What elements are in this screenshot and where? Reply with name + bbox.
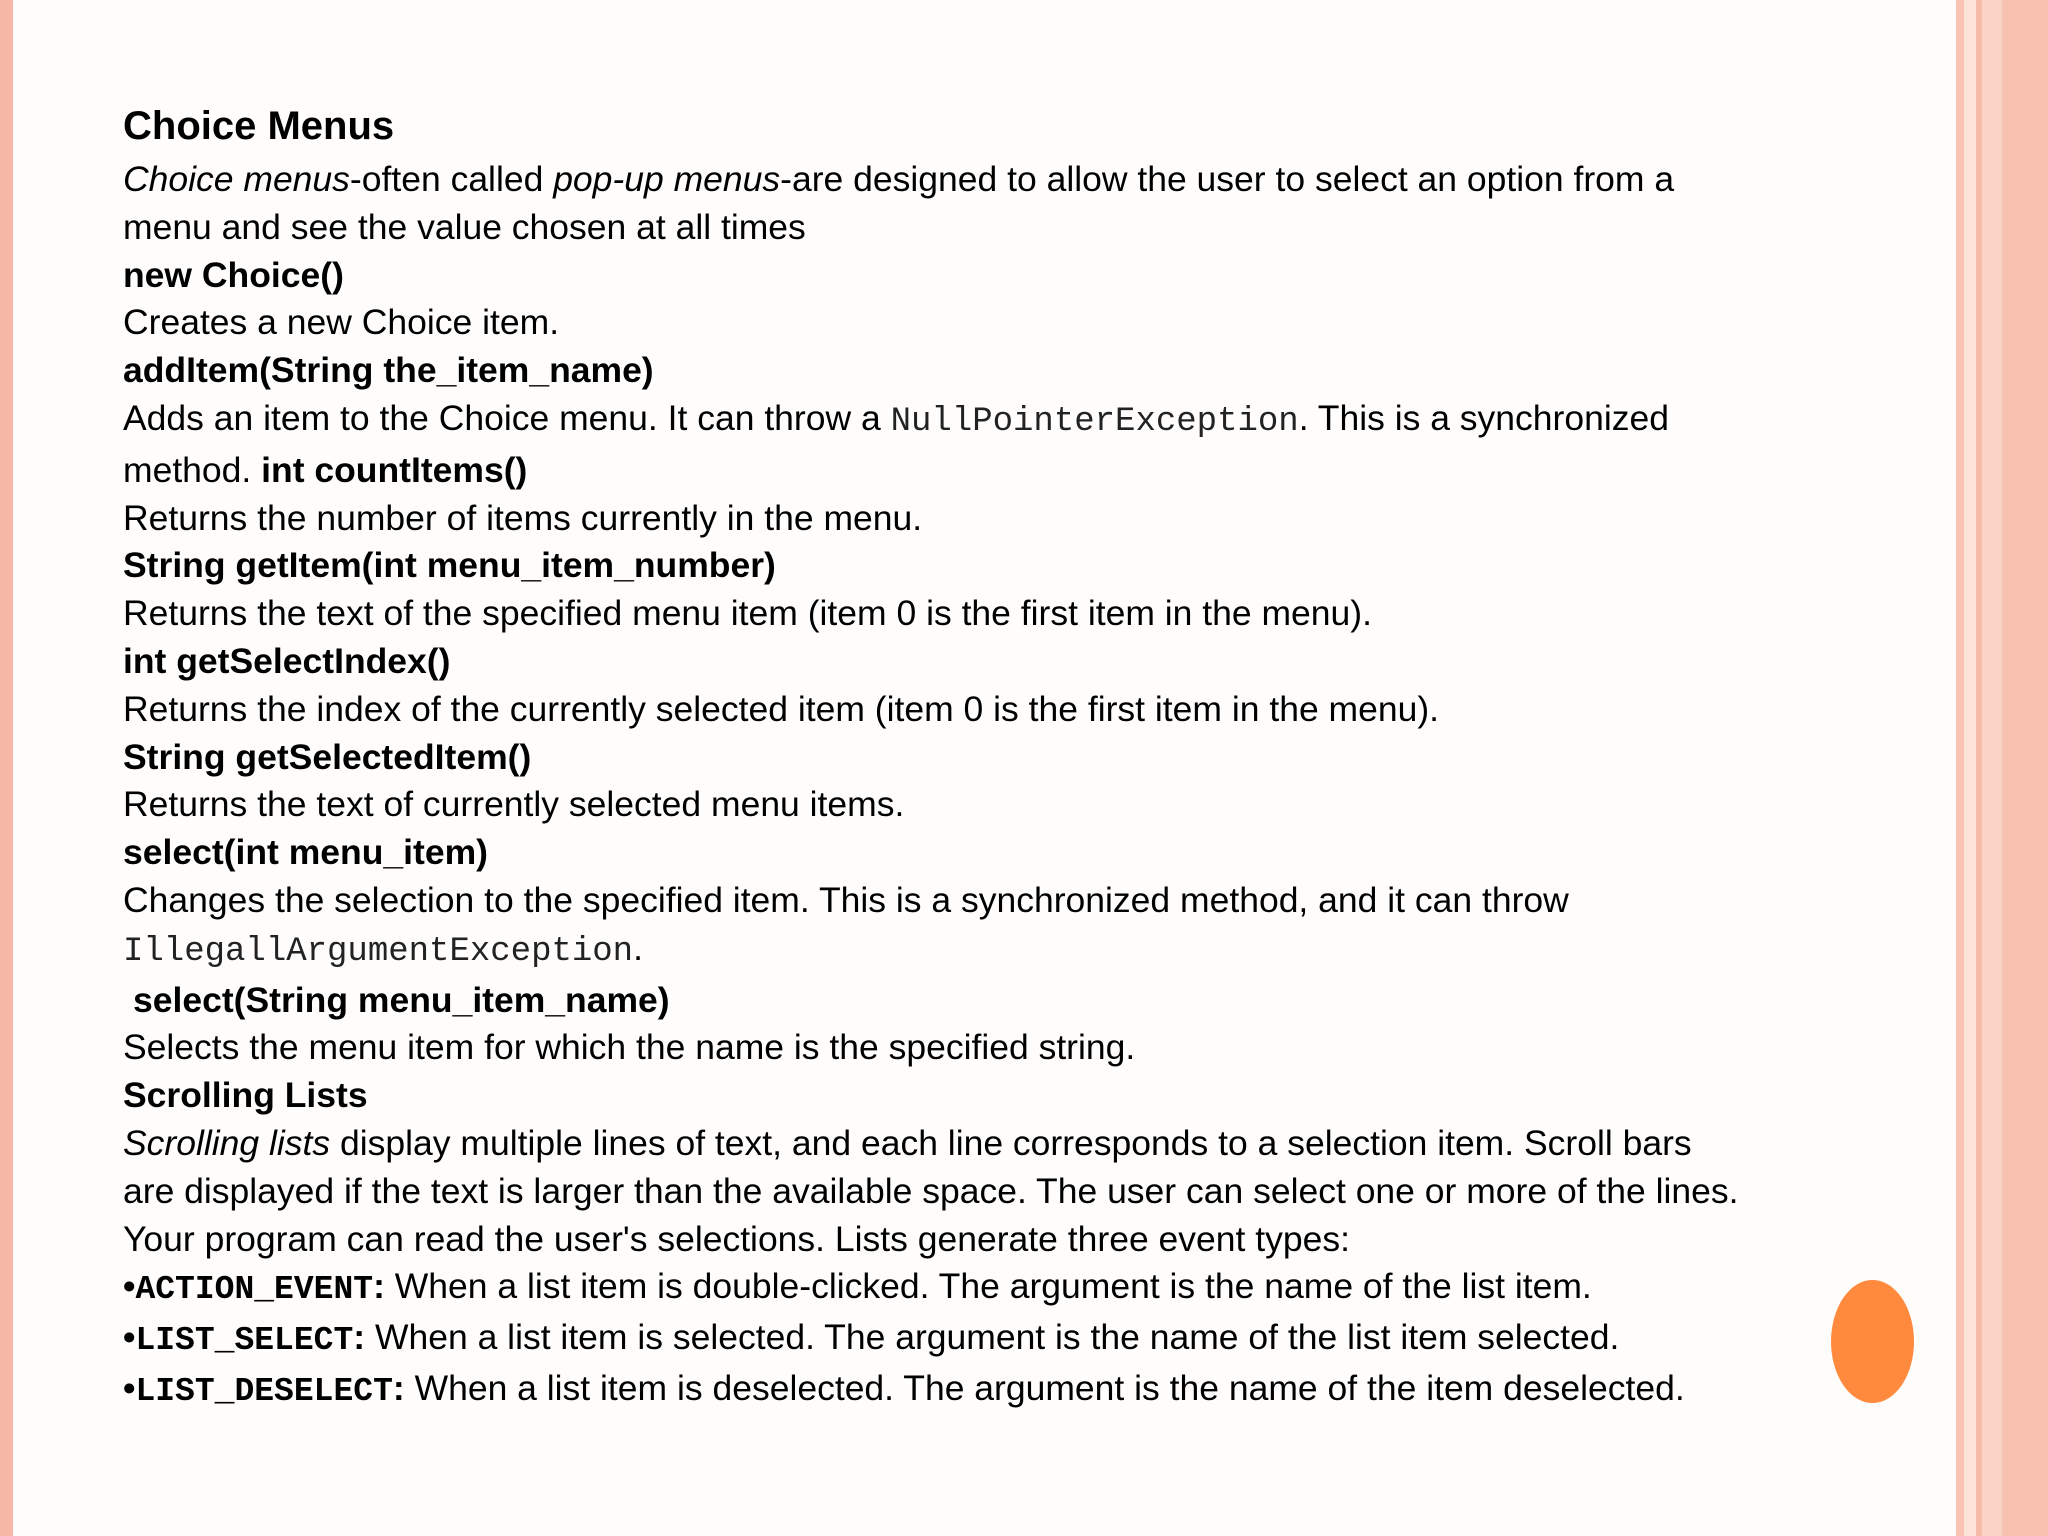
exception-name: IllegallArgumentException <box>123 932 634 971</box>
method-description <box>123 395 1953 447</box>
intro-line: menu and see the value chosen at all times <box>123 206 806 247</box>
method-signature: select(int menu_item) <box>123 832 488 873</box>
section-heading: Scrolling Lists <box>123 1075 368 1116</box>
method-description: Selects the menu item for which the name is the specified string. <box>123 1027 1136 1068</box>
method-description: Changes the selection to the specified item. This is a synchronized method, and it can throw <box>123 879 1569 920</box>
desc-text: . This is a synchronized <box>1298 397 1669 438</box>
event-name: LIST_SELECT <box>135 1322 354 1360</box>
event-description: When a list item is double-clicked. The argument is the name of the list item. <box>384 1266 1592 1307</box>
method-signature: int getSelectIndex() <box>123 640 451 681</box>
slide-title: Choice Menus <box>123 104 395 148</box>
method-description: Returns the index of the currently selected item (item 0 is the first item in the menu). <box>123 688 1440 729</box>
right-border-stripe <box>2002 0 2048 1536</box>
intro-text: -often called <box>349 159 554 199</box>
scrolling-term: Scrolling lists <box>123 1122 331 1163</box>
event-name: ACTION_EVENT <box>135 1271 374 1309</box>
event-colon: : <box>353 1317 366 1358</box>
desc-text: Adds an item to the Choice menu. It can throw a <box>123 397 891 438</box>
method-description: Returns the text of the specified menu item (item 0 is the first item in the menu). <box>123 593 1372 634</box>
desc-text: display multiple lines of text, and each line corresponds to a selection item. Scroll bars <box>330 1122 1692 1163</box>
event-description: When a list item is deselected. The argument is the name of the item deselected. <box>404 1367 1685 1408</box>
method-description: Returns the number of items currently in the menu. <box>123 497 923 538</box>
event-list-item <box>123 1263 1953 1314</box>
method-description <box>123 925 1953 977</box>
scrolling-text: Your program can read the user's selections. Lists generate three event types: <box>123 1218 1350 1259</box>
bullet-icon: • <box>123 1317 136 1358</box>
event-description: When a list item is selected. The argument is the name of the list item selected. <box>365 1317 1620 1358</box>
method-signature: select(String menu_item_name) <box>133 979 670 1020</box>
scrolling-text: are displayed if the text is larger than the available space. The user can select one or more of the lines. <box>123 1170 1739 1211</box>
intro-term: Choice menus <box>123 159 350 199</box>
right-border-stripe <box>1964 0 1976 1536</box>
orange-circle-decoration <box>1831 1280 1914 1403</box>
desc-text: method. <box>123 449 262 490</box>
method-signature: String getItem(int menu_item_number) <box>123 545 776 586</box>
intro-text: -are designed to allow the user to select an option from a <box>780 159 1675 199</box>
scrolling-text <box>123 1120 1953 1168</box>
intro-line <box>123 156 1953 204</box>
event-colon: : <box>392 1367 405 1408</box>
slide-body <box>123 96 1953 1416</box>
event-list-item <box>123 1365 1953 1416</box>
exception-name: NullPointerException <box>890 402 1299 441</box>
method-description: Creates a new Choice item. <box>123 302 560 343</box>
method-signature: int countItems() <box>261 449 528 490</box>
event-name: LIST_DESELECT <box>135 1372 393 1410</box>
method-signature: new Choice() <box>123 254 344 295</box>
method-description: Returns the text of currently selected menu items. <box>123 784 905 825</box>
bullet-icon: • <box>123 1367 136 1408</box>
intro-term: pop-up menus <box>553 159 781 199</box>
method-description <box>123 447 1953 495</box>
right-border-stripe <box>1956 0 1964 1536</box>
desc-text: . <box>633 927 643 968</box>
bullet-icon: • <box>123 1266 136 1307</box>
method-signature: String getSelectedItem() <box>123 736 532 777</box>
event-colon: : <box>373 1266 385 1307</box>
left-border-stripe <box>0 0 13 1536</box>
method-signature: addItem(String the_item_name) <box>123 350 654 391</box>
right-border-stripe <box>1982 0 2002 1536</box>
event-list-item <box>123 1314 1953 1365</box>
